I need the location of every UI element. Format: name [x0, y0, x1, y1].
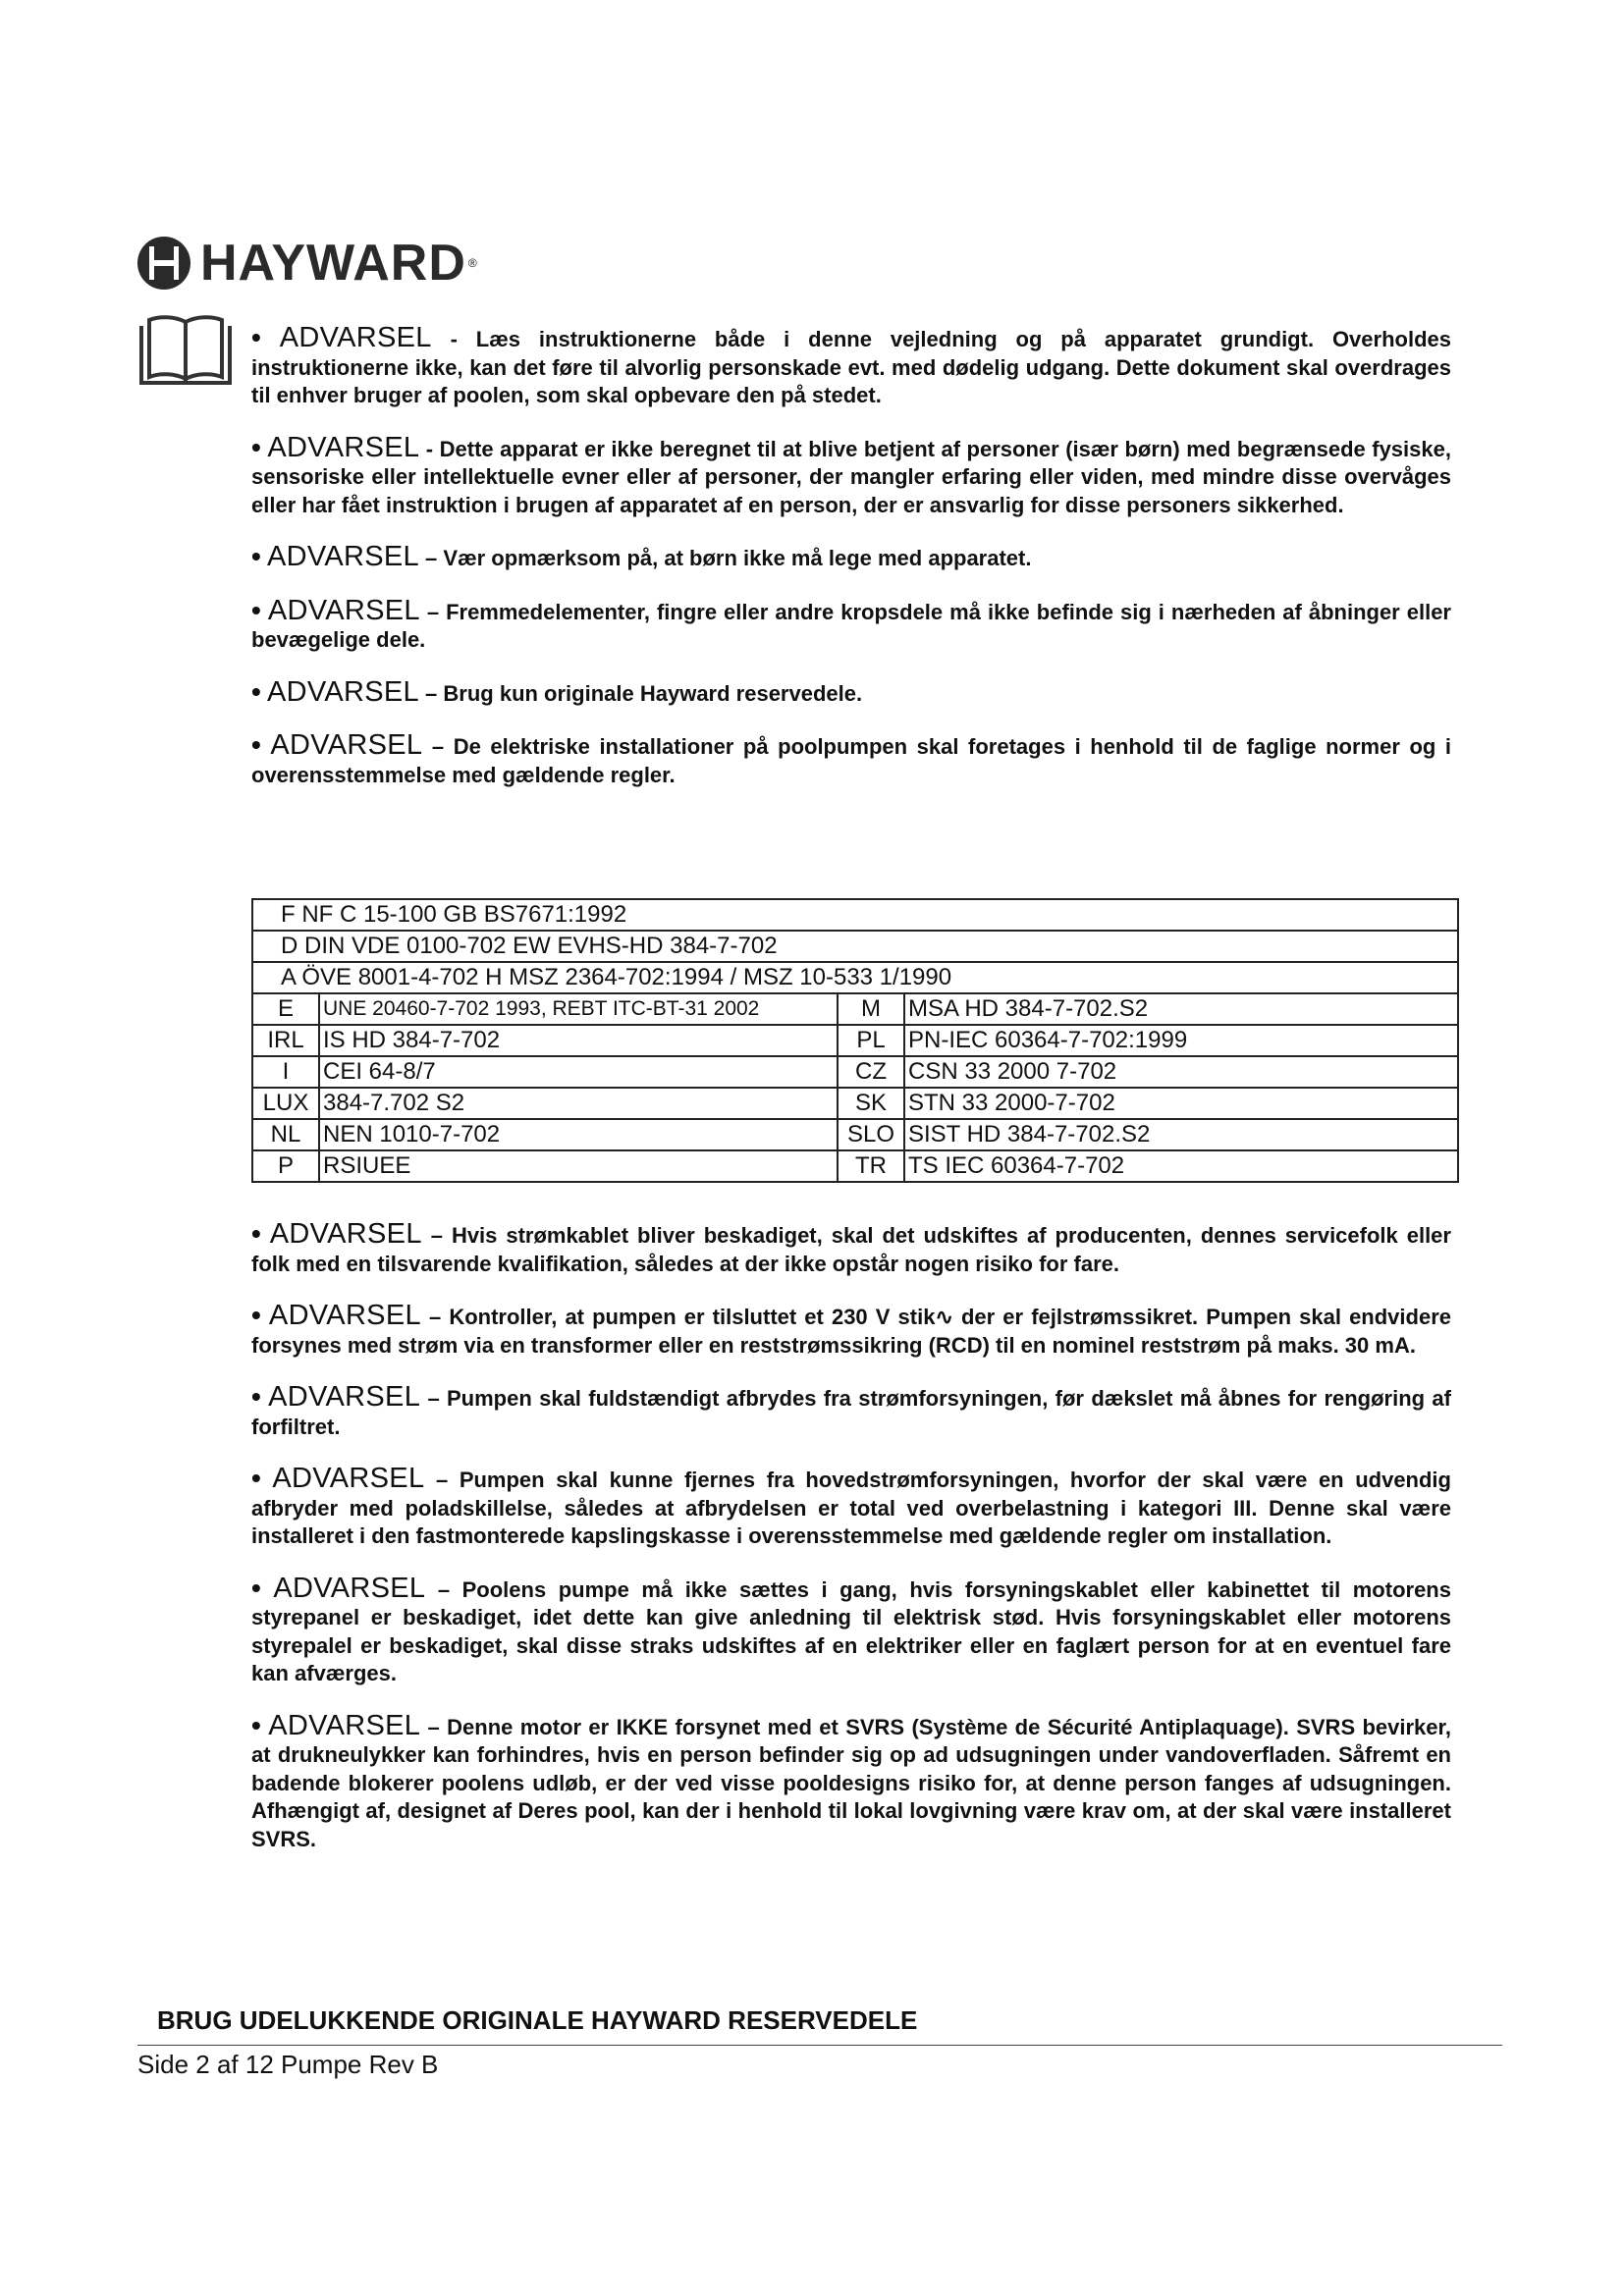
table-row	[252, 1119, 1458, 1150]
footer-title: BRUG UDELUKKENDE ORIGINALE HAYWARD RESERVEDELE	[157, 2005, 918, 2035]
country-code: NL	[252, 1119, 319, 1150]
logo-text: HAYWARD	[200, 235, 466, 292]
table-row	[252, 993, 1458, 1025]
table-row	[252, 1150, 1458, 1182]
standard: CSN 33 2000 7-702	[904, 1056, 1458, 1088]
country-code: E	[252, 993, 319, 1025]
country-code: PL	[838, 1025, 904, 1056]
warning-item: • ADVARSEL – Fremmedelementer, fingre eller andre kropsdele må ikke befinde sig i nærheden af åbninger eller bevægelige dele.	[251, 594, 1451, 652]
table-row	[252, 931, 1458, 962]
read-manual-book-icon	[137, 312, 234, 387]
country-code: LUX	[252, 1088, 319, 1119]
standard: 384-7.702 S2	[319, 1088, 838, 1119]
standard: UNE 20460-7-702 1993, REBT ITC-BT-31 2002	[319, 993, 838, 1025]
warnings-block-2	[251, 1220, 1451, 1853]
country-code: M	[838, 993, 904, 1025]
table-row	[252, 899, 1458, 931]
electrical-norms-table	[251, 898, 1459, 1183]
warning-item: • ADVARSEL – Hvis strømkablet bliver beskadiget, skal det udskiftes af producenten, dennes servicefolk eller folk med en tilsvarende kvalifikation, således at der ikke opstår nogen risiko for fare.	[251, 1218, 1451, 1276]
standard: PN-IEC 60364-7-702:1999	[904, 1025, 1458, 1056]
hayward-logo	[137, 236, 477, 291]
country-code: IRL	[252, 1025, 319, 1056]
warning-item: • ADVARSEL - Læs instruktionerne både i denne vejledning og på apparatet grundigt. Overholdes instruktionerne ikke, kan det føre til alvorlig personskade evt. med dødelig udgang. Dette dokument skal overdrages til enhver bruger af poolen, som skal opbevare den på stedet.	[251, 322, 1451, 407]
warning-item: • ADVARSEL – Pumpen skal kunne fjernes fra hovedstrømforsyningen, hvorfor der skal være en udvendig afbryder med poladskillelse, således at afbrydelsen er total ved overbelastning i kategori III. Denne skal være installeret i den fastmonterede kapslingskasse i overensstemmelse med gældende regler om installation.	[251, 1463, 1451, 1548]
hayward-h-icon	[137, 237, 190, 290]
warning-item: • ADVARSEL - Dette apparat er ikke beregnet til at blive betjent af personer (især børn) med begrænsede fysiske, sensoriske eller intellektuelle evner eller af personer, der mangler erfaring eller viden, med mindre disse overvåges eller har fået instruktion i brugen af apparatet af en person, der er ansvarlig for disse personers sikkerhed.	[251, 431, 1451, 517]
warning-item: • ADVARSEL – De elektriske installationer på poolpumpen skal foretages i henhold til de faglige normer og i overensstemmelse med gældende regler.	[251, 729, 1451, 787]
warning-item: • ADVARSEL – Vær opmærksom på, at børn ikke må lege med apparatet.	[251, 541, 1032, 572]
standard: CEI 64-8/7	[319, 1056, 838, 1088]
standard: NEN 1010-7-702	[319, 1119, 838, 1150]
table-cell: F NF C 15-100 GB BS7671:1992	[252, 899, 1458, 931]
warnings-block	[251, 324, 1451, 789]
table-row	[252, 1088, 1458, 1119]
country-code: P	[252, 1150, 319, 1182]
table-row	[252, 962, 1458, 993]
warning-item: • ADVARSEL – Denne motor er IKKE forsynet med et SVRS (Système de Sécurité Antiplaquage). SVRS bevirker, at drukneulykker kan forhindres, hvis en person befinder sig op ad udsugningen under vandoverfladen. Såfremt en badende blokerer poolens udløb, er der ved visse pooldesigns risiko for, at denne person fanges af udsugningen. Afhængigt af, designet af Deres pool, kan der i henhold til lokal lovgivning være krav om, at der skal være installeret SVRS.	[251, 1709, 1451, 1851]
warning-item: • ADVARSEL – Pumpen skal fuldstændigt afbrydes fra strømforsyningen, før dækslet må åbnes for rengøring af forfiltret.	[251, 1381, 1451, 1439]
standard: SIST HD 384-7-702.S2	[904, 1119, 1458, 1150]
standard: IS HD 384-7-702	[319, 1025, 838, 1056]
warning-item: • ADVARSEL – Poolens pumpe må ikke sættes i gang, hvis forsyningskablet eller kabinettet til motorens styrepanel er beskadiget, idet dette kan give anledning til elektrisk stød. Hvis forsyningskablet eller motorens styrepalel er beskadiget, skal disse straks udskiftes af en elektriker eller en faglært person for at en eventuel fare kan afværges.	[251, 1572, 1451, 1685]
table-cell: A ÖVE 8001-4-702 H MSZ 2364-702:1994 / MSZ 10-533 1/1990	[252, 962, 1458, 993]
registered-mark: ®	[467, 256, 477, 270]
country-code: TR	[838, 1150, 904, 1182]
country-code: SLO	[838, 1119, 904, 1150]
standard: STN 33 2000-7-702	[904, 1088, 1458, 1119]
table-row	[252, 1056, 1458, 1088]
standard: MSA HD 384-7-702.S2	[904, 993, 1458, 1025]
standard: TS IEC 60364-7-702	[904, 1150, 1458, 1182]
country-code: I	[252, 1056, 319, 1088]
country-code: CZ	[838, 1056, 904, 1088]
warning-item: • ADVARSEL – Kontroller, at pumpen er tilsluttet et 230 V stik∿ der er fejlstrømssikret. Pumpen skal endvidere forsynes med strøm via en transformer eller en reststrømssikring (RCD) til en nominel reststrøm på maks. 30 mA.	[251, 1300, 1451, 1358]
page-number: Side 2 af 12 Pumpe Rev B	[137, 2050, 439, 2079]
table-cell: D DIN VDE 0100-702 EW EVHS-HD 384-7-702	[252, 931, 1458, 962]
standard: RSIUEE	[319, 1150, 838, 1182]
table-row	[252, 1025, 1458, 1056]
country-code: SK	[838, 1088, 904, 1119]
footer-divider	[137, 2045, 1502, 2046]
warning-item: • ADVARSEL – Brug kun originale Hayward reservedele.	[251, 675, 863, 708]
